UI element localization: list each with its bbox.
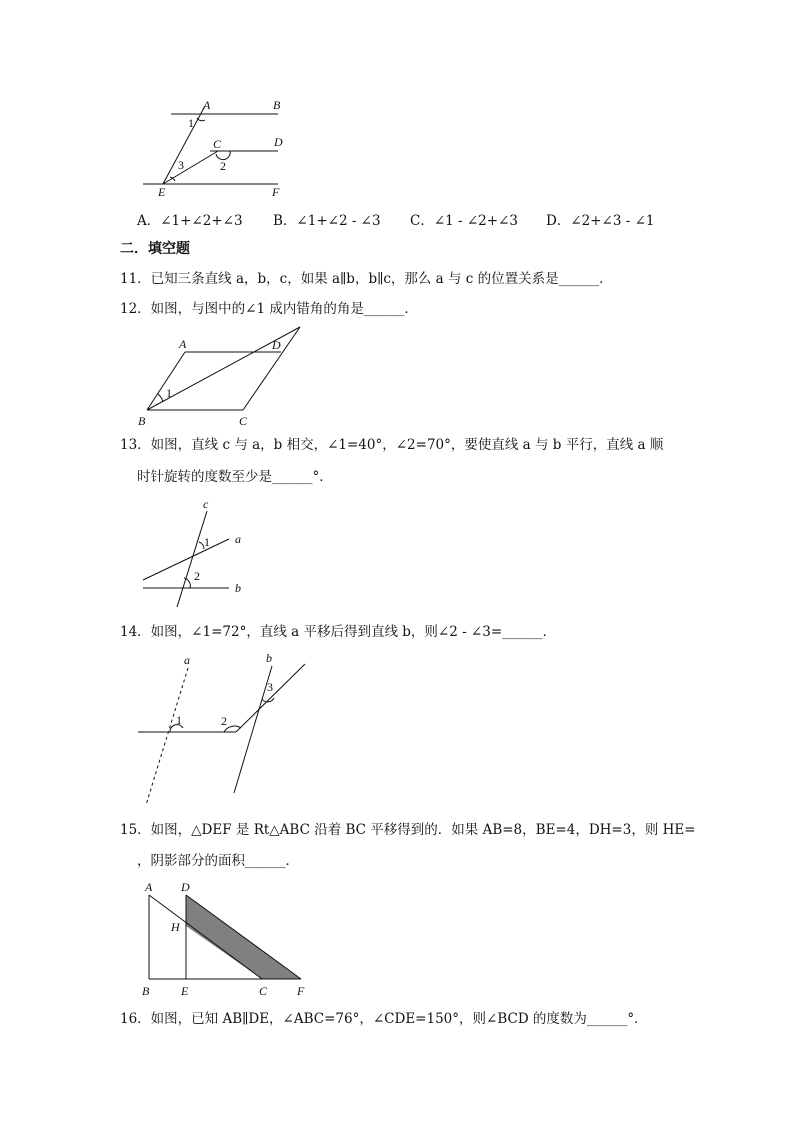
angle-1-label: 1 bbox=[166, 386, 172, 400]
question-15-line1: 15．如图，△DEF 是 Rt△ABC 沿着 BC 平移得到的．如果 AB=8，BE=4，DH=3，则 HE= bbox=[120, 822, 696, 838]
option-a: A．∠1+∠2+∠3 bbox=[137, 213, 243, 229]
option-b: B．∠1+∠2 - ∠3 bbox=[273, 213, 381, 229]
question-13-line1: 13．如图，直线 c 与 a，b 相交，∠1=40°，∠2=70°，要使直线 a 与 b 平行，直线 a 顺 bbox=[120, 437, 664, 453]
label-D: D bbox=[274, 135, 283, 149]
label-B: B bbox=[273, 98, 281, 112]
label-A: A bbox=[179, 337, 187, 351]
label-C: C bbox=[239, 414, 248, 428]
label-F: F bbox=[272, 185, 280, 199]
label-C: C bbox=[259, 984, 268, 998]
question-15-line2: ，阴影部分的面积______． bbox=[137, 853, 299, 869]
question-13-line2: 时针旋转的度数至少是______°． bbox=[137, 469, 333, 485]
angle-1-label: 1 bbox=[176, 713, 182, 727]
label-C: C bbox=[213, 137, 222, 151]
label-B: B bbox=[138, 414, 146, 428]
label-F: F bbox=[297, 984, 305, 998]
label-A: A bbox=[145, 880, 153, 894]
question-11: 11．已知三条直线 a，b，c，如果 a∥b，b∥c，那么 a 与 c 的位置关系是______． bbox=[120, 271, 613, 287]
label-E: E bbox=[181, 984, 189, 998]
option-d: D．∠2+∠3 - ∠1 bbox=[546, 213, 655, 229]
angle-2-label: 2 bbox=[220, 159, 226, 173]
label-a: a bbox=[235, 532, 241, 546]
label-D: D bbox=[181, 880, 190, 894]
option-c: C．∠1 - ∠2+∠3 bbox=[410, 213, 518, 229]
angle-2-label: 2 bbox=[194, 569, 200, 583]
label-A: A bbox=[203, 98, 211, 112]
angle-1-label: 1 bbox=[188, 116, 194, 130]
question-16: 16．如图，已知 AB∥DE，∠ABC=76°，∠CDE=150°，则∠BCD 的度数为______°． bbox=[120, 1011, 648, 1027]
label-D: D bbox=[272, 338, 281, 352]
question-14: 14．如图，∠1=72°，直线 a 平移后得到直线 b，则∠2 - ∠3=______． bbox=[120, 624, 557, 640]
section-title: 二．填空题 bbox=[120, 241, 190, 257]
question-12: 12．如图，与图中的∠1 成内错角的角是______． bbox=[120, 301, 418, 317]
label-B: B bbox=[142, 984, 150, 998]
label-b: b bbox=[235, 581, 241, 595]
angle-1-label: 1 bbox=[204, 535, 210, 549]
label-a: a bbox=[184, 653, 190, 667]
label-E: E bbox=[158, 185, 166, 199]
angle-2-label: 2 bbox=[221, 714, 227, 728]
label-b: b bbox=[266, 651, 272, 665]
label-H: H bbox=[171, 920, 180, 934]
angle-3-label: 3 bbox=[178, 158, 184, 172]
label-c: c bbox=[203, 497, 209, 511]
angle-3-label: 3 bbox=[267, 680, 273, 694]
